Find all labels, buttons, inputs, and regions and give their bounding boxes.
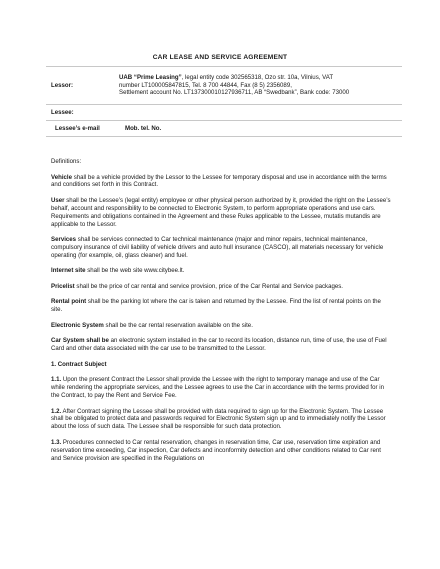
term-services: Services (51, 236, 77, 244)
definition-vehicle (51, 174, 391, 190)
definitions-heading: Definitions: (51, 158, 82, 165)
definition-electronic-system (51, 322, 391, 330)
definition-user (51, 197, 391, 229)
lessor-row (46, 67, 402, 105)
text-user: shall be the Lessee’s (legal entity) employee or other physical person authorized by it, provided the right on the Lessee’s behalf, account and responsibility to be connected to Electronic System, to perform appropriate operations and use cars. Requirements and obligations contained in the Agreement and these Rules applicable to the Lessee, mutatis mutandis are applicable to the Lessor. (51, 196, 391, 228)
lessor-line3: Settlement account No. LT137300010127936711, AB “Swedbank”, Bank code: 73000 (119, 89, 350, 97)
lessee-row (46, 105, 402, 121)
lessee-value (115, 105, 402, 121)
text-pricelist: shall be the price of car rental and service provision, price of the Car Rental and Service packages. (74, 282, 343, 290)
term-user: User (51, 196, 65, 204)
text-services: shall be services connected to Car technical maintenance (major and minor repairs, technical maintenance, compulsory insurance of civil liability of vehicle drivers and auto hull insurance (CASCO), all materials necessary for vehicle operating (for example, oil, glass cleaner) and fuel. (51, 236, 384, 259)
email-label: Lessee’s e-mail (55, 124, 100, 132)
term-pricelist: Pricelist (51, 282, 75, 290)
clause-1-1-number: 1.1. (51, 376, 62, 384)
email-row (46, 121, 402, 137)
clause-1-1 (51, 376, 391, 400)
definition-car-system (51, 337, 391, 353)
text-electronic-system: shall be the car rental reservation available on the site. (103, 321, 253, 329)
lessor-name: UAB “Prime Leasing” (119, 73, 182, 81)
term-electronic-system: Electronic System (51, 321, 104, 329)
clause-1-2-number: 1.2. (51, 407, 62, 415)
clause-1-3-text: Procedures connected to Car rental reservation, changes in reservation time, Car use, reservation time expiration and reservation time exceeding, Car inspection, Car defects and inconformity detection and other conditions related to Car rent and Service provision are specified in the Regulations on (51, 438, 381, 462)
document-title: CAR LEASE AND SERVICE AGREEMENT (152, 54, 288, 61)
definition-internet-site (51, 267, 391, 275)
clause-1-2 (51, 408, 391, 432)
term-car-system: Car System shall be (51, 337, 109, 345)
lessor-label: Lessor: (46, 67, 115, 105)
lessor-details (115, 67, 402, 105)
text-vehicle: shall be a vehicle provided by the Lessor to the Lessee for temporary disposal and use in accordance with the terms and conditions set forth in this Contract. (51, 173, 387, 189)
text-rental-point: shall be the parking lot where the car is taken and returned by the Lessee. Find the list of rental points on the site. (51, 298, 381, 314)
text-internet-site: shall be the web site www.citybee.lt. (85, 267, 185, 275)
lessee-label: Lessee: (46, 105, 115, 121)
clause-1-2-text: After Contract signing the Lessee shall be provided with data required to sign up for the Electronic System. The Lessee shall be obligated to protect data and passwords required for Electronic System sign up and to immediately notify the Lessor about the loss of such data. The Lessee shall be responsible for such data protection. (51, 407, 386, 431)
parties-table (46, 66, 402, 137)
clause-1-3-number: 1.3. (51, 438, 62, 446)
email-cell (46, 121, 402, 137)
term-internet-site: Internet site (51, 267, 86, 275)
definition-services (51, 236, 391, 260)
clause-1-1-text: Upon the present Contract the Lessor shall provide the Lessee with the right to temporary manage and use of the Car while rendering the appropriate services, and the Lessee agrees to use the Car in accordance with the terms provided for in the Contract, to pay the Rent and Service Fee. (51, 376, 384, 400)
clause-1-3 (51, 439, 391, 463)
document-body (51, 158, 391, 470)
term-rental-point: Rental point (51, 298, 87, 306)
text-car-system: an electronic system installed in the car to record its location, distance run, time of use, the use of Fuel Card and other data associated with the car use to be transmitted to the Lessor. (51, 337, 387, 353)
lessor-line2: number LT100005847815, Tel. 8 700 44844, Fax (8 5) 2356089, (119, 81, 292, 89)
mob-label: Mob. tel. No. (125, 124, 162, 132)
contract-subject-heading: 1. Contract Subject (51, 360, 107, 368)
definition-pricelist (51, 283, 391, 291)
definition-rental-point (51, 298, 391, 314)
term-vehicle: Vehicle (51, 173, 73, 181)
lessor-line1: , legal entity code 302565318, Ozo str. 10a, Vilnius, VAT (181, 73, 334, 81)
